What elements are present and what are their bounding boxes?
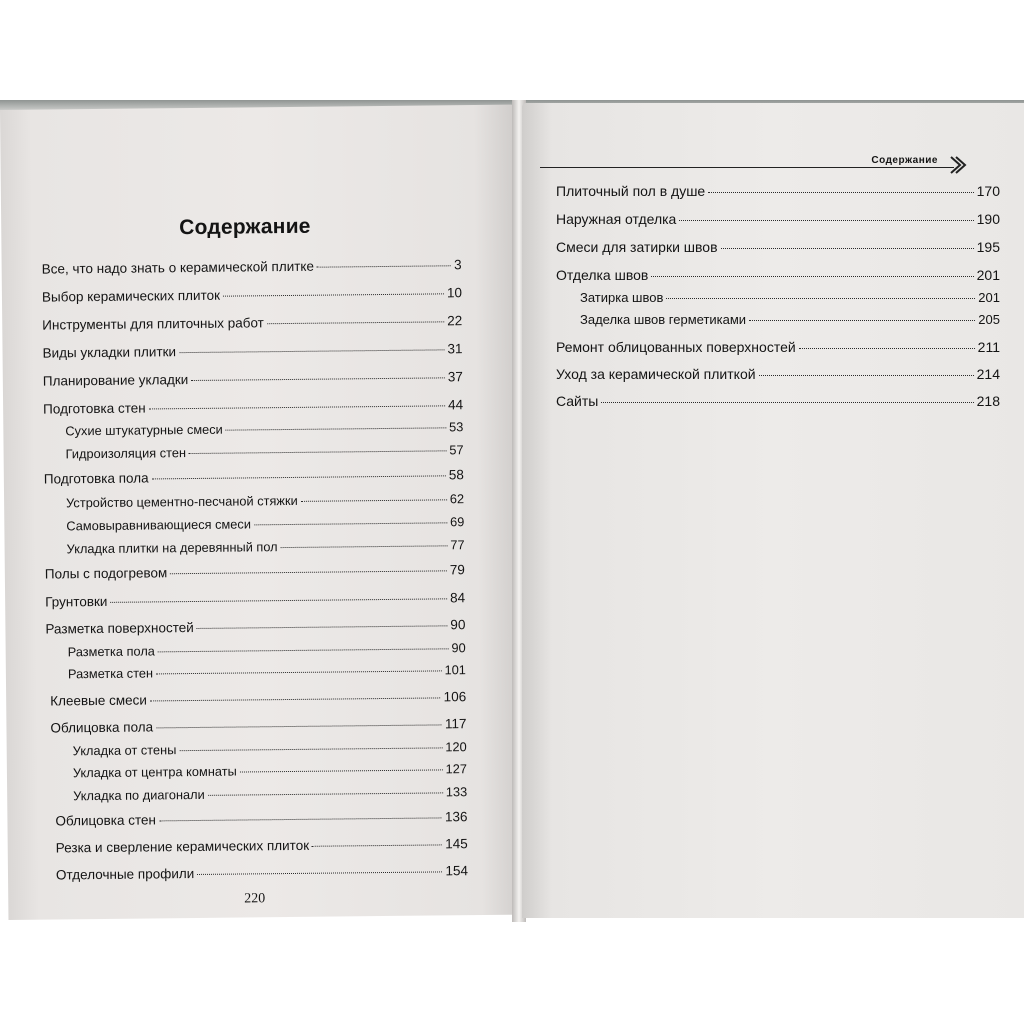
toc-entry-page: 145 [445, 836, 468, 852]
toc-leader-dots [197, 625, 448, 629]
toc-entry-page: 195 [976, 239, 1000, 255]
toc-entry-page: 69 [450, 514, 465, 530]
toc-entry-page: 77 [450, 537, 465, 553]
toc-entry [73, 761, 467, 780]
page-number: 220 [244, 891, 266, 907]
toc-entry [56, 836, 468, 855]
toc-entry-page: 120 [445, 739, 467, 755]
toc-leader-dots [159, 817, 442, 821]
toc-entry-title: Самовыравнивающиеся смеси [66, 516, 252, 534]
toc-entry [556, 267, 1000, 283]
toc-entry-title: Подготовка пола [43, 470, 149, 487]
toc-entry [73, 739, 467, 758]
toc-entry [42, 257, 462, 276]
toc-entry-title: Уход за керамической плиткой [556, 366, 756, 382]
toc-entry-title: Смеси для затирки швов [556, 239, 718, 255]
toc-entry-title: Затирка швов [580, 290, 664, 305]
toc-entry [580, 290, 1000, 305]
toc-entry-title: Выбор керамических плиток [41, 287, 221, 305]
toc-entry-page: 10 [446, 285, 463, 301]
toc-leader-dots [189, 450, 446, 454]
toc-entry-page: 22 [447, 313, 463, 329]
toc-leader-dots [679, 220, 973, 221]
toc-entry-page: 133 [445, 784, 468, 800]
toc-entry-title: Укладка от стены [72, 742, 177, 759]
toc-entry-title: Сайты [556, 393, 599, 409]
toc-leader-dots [226, 427, 446, 430]
toc-entry-page: 58 [448, 467, 464, 483]
toc-entry-page: 37 [447, 369, 463, 385]
toc-leader-dots [149, 405, 445, 409]
toc-entry-title: Ремонт облицованных поверхностей [556, 339, 796, 355]
toc-entry [556, 183, 1000, 199]
toc-leader-dots [254, 522, 447, 525]
toc-leader-dots [150, 697, 441, 701]
toc-entry [50, 689, 466, 708]
toc-entry-page: 214 [976, 366, 1000, 382]
toc-entry-title: Облицовка стен [55, 812, 157, 829]
toc-entry-page: 106 [443, 689, 467, 705]
toc-entry [556, 211, 1000, 227]
toc-entry [73, 784, 467, 803]
toc-entry-title: Резка и сверление керамических плиток [55, 837, 310, 856]
toc-leader-dots [156, 724, 442, 728]
toc-entry-title: Укладка от центра комнаты [72, 763, 237, 781]
toc-leader-dots [301, 499, 447, 502]
toc-entry-title: Отделочные профили [55, 866, 195, 883]
toc-entry [45, 617, 465, 636]
toc-entry-page: 90 [450, 617, 466, 633]
toc-leader-dots [799, 348, 975, 349]
toc-entry-title: Облицовка пола [50, 719, 154, 736]
toc-leader-dots [666, 298, 975, 299]
toc-leader-dots [708, 192, 973, 193]
toc-entry-title: Полы с подогревом [44, 565, 168, 582]
toc-entry-title: Сухие штукатурные смеси [65, 421, 223, 439]
toc-entry-title: Клеевые смеси [50, 692, 147, 709]
toc-entry-page: 31 [447, 341, 463, 357]
toc-leader-dots [208, 792, 443, 795]
toc-leader-dots [749, 320, 975, 321]
toc-entry-title: Разметка стен [67, 665, 154, 682]
toc-entry-title: Заделка швов герметиками [580, 312, 747, 327]
toc-leader-dots [281, 545, 448, 548]
toc-entry [50, 716, 466, 735]
toc-leader-dots [156, 670, 441, 674]
toc-leader-dots [197, 871, 442, 875]
right-page [522, 103, 1024, 918]
toc-entry-page: 117 [444, 716, 467, 732]
toc-entry-page: 205 [978, 312, 1000, 327]
toc-entry [66, 491, 464, 510]
toc-entry [65, 419, 463, 438]
toc-entry [45, 562, 465, 581]
toc-entry-title: Все, что надо знать о керамической плитке [41, 258, 315, 277]
toc-entry-page: 57 [449, 442, 464, 458]
toc-entry [45, 590, 465, 609]
toc-entry-title: Планирование укладки [42, 372, 189, 389]
toc-entry [55, 809, 467, 828]
toc-leader-dots [110, 598, 447, 603]
toc-entry [56, 863, 468, 882]
toc-entry [67, 537, 465, 556]
toc-entry-title: Разметка пола [67, 643, 155, 660]
toc-title: Содержание [179, 214, 311, 240]
toc-entry-title: Инструменты для плиточных работ [42, 315, 264, 333]
toc-leader-dots [267, 321, 444, 324]
toc-entry-page: 190 [976, 211, 1000, 227]
toc-entry-title: Виды укладки плитки [42, 344, 177, 361]
toc-entry [42, 341, 462, 360]
toc-leader-dots [179, 747, 442, 751]
toc-entry [42, 285, 462, 304]
toc-entry-title: Плиточный пол в душе [556, 183, 706, 199]
toc-leader-dots [721, 248, 974, 249]
toc-entry [42, 313, 462, 332]
toc-entry-title: Наружная отделка [556, 211, 677, 227]
toc-entry [68, 640, 466, 659]
toc-entry [66, 514, 464, 533]
toc-leader-dots [179, 349, 444, 353]
toc-leader-dots [317, 265, 451, 267]
toc-entry [556, 239, 1000, 255]
toc-entry-page: 211 [977, 339, 1000, 355]
toc-entry-title: Отделка швов [556, 267, 649, 283]
toc-leader-dots [759, 375, 974, 376]
toc-entry-page: 3 [454, 257, 462, 273]
toc-leader-dots [223, 293, 444, 296]
running-head-label: Содержание [871, 155, 938, 166]
toc-entry [68, 662, 466, 681]
toc-leader-dots [312, 844, 442, 846]
toc-entry [66, 442, 464, 461]
toc-entry [556, 393, 1000, 409]
chevron-ornament-icon [948, 155, 968, 175]
toc-entry-page: 201 [978, 290, 1000, 305]
toc-entry-page: 44 [448, 397, 464, 413]
toc-leader-dots [191, 377, 445, 381]
toc-leader-dots [240, 769, 443, 772]
toc-entry-page: 62 [449, 491, 465, 507]
toc-entry-page: 218 [976, 393, 1000, 409]
toc-entry-page: 101 [444, 662, 466, 678]
toc-leader-dots [170, 570, 447, 574]
toc-entry [43, 369, 463, 388]
toc-entry-title: Укладка плитки на деревянный пол [66, 539, 278, 557]
toc-entry [556, 366, 1000, 382]
toc-leader-dots [651, 276, 973, 277]
toc-entry-page: 84 [450, 590, 466, 606]
toc-leader-dots [158, 648, 449, 652]
toc-entry-title: Подготовка стен [43, 400, 146, 417]
toc-entry-title: Укладка по диагонали [73, 786, 205, 804]
header-rule [540, 167, 954, 168]
toc-entry-page: 201 [976, 267, 1000, 283]
toc-entry [556, 339, 1000, 355]
toc-leader-dots [152, 475, 446, 479]
toc-entry-title: Устройство цементно-песчаной стяжки [66, 492, 298, 511]
toc-entry-page: 136 [444, 809, 468, 825]
toc-entry-page: 154 [445, 863, 469, 879]
toc-entry-page: 170 [976, 183, 1000, 199]
toc-leader-dots [601, 402, 973, 403]
toc-entry-page: 90 [451, 640, 466, 656]
toc-entry-page: 53 [449, 419, 464, 435]
left-page [0, 105, 523, 920]
toc-entry [44, 467, 464, 486]
toc-entry-page: 79 [449, 562, 465, 578]
toc-entry-title: Гидроизоляция стен [65, 445, 187, 462]
toc-entry-title: Разметка поверхностей [45, 619, 194, 637]
toc-entry-title: Грунтовки [45, 593, 108, 610]
toc-entry-page: 127 [445, 761, 468, 777]
toc-entry [43, 397, 463, 416]
toc-entry [580, 312, 1000, 327]
